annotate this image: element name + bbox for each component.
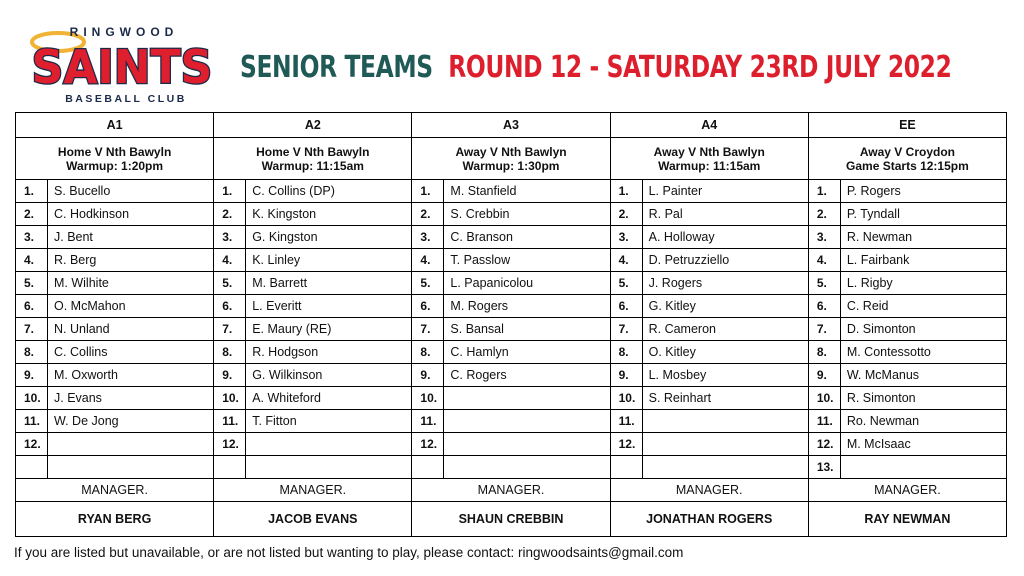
club-logo [28, 22, 214, 106]
player-row [214, 249, 411, 272]
team-column-4 [808, 113, 1006, 536]
player-name: D. Petruzziello [648, 253, 730, 267]
player-row [809, 295, 1006, 318]
player-name: R. Berg [54, 253, 97, 267]
player-name: L. Rigby [846, 276, 893, 290]
player-number: 12. [16, 433, 48, 455]
player-number: 7. [412, 318, 444, 340]
player-name [246, 456, 411, 478]
player-name: G. Kingston [252, 230, 318, 244]
player-name: A. Holloway [648, 230, 715, 244]
team-code: EE [809, 113, 1006, 138]
player-row [16, 387, 213, 410]
player-row [16, 456, 213, 479]
team-fixture-info [412, 138, 609, 180]
player-number: 6. [214, 295, 246, 317]
player-row [809, 226, 1006, 249]
player-name: O. McMahon [54, 299, 126, 313]
player-name: C. Collins (DP) [252, 184, 335, 198]
player-name: C. Rogers [450, 368, 507, 382]
logo-main-text: SAINTS [31, 39, 213, 95]
player-number: 10. [809, 387, 841, 409]
player-number: 9. [611, 364, 643, 386]
player-number: 4. [809, 249, 841, 271]
contact-note: If you are listed but unavailable, or are not listed but wanting to play, please contact: ringwoodsaints@gmail.com [14, 545, 684, 560]
player-name: R. Pal [648, 207, 683, 221]
player-row [809, 410, 1006, 433]
team-fixture-info [809, 138, 1006, 180]
player-number: 6. [412, 295, 444, 317]
player-row [611, 318, 808, 341]
player-row [611, 456, 808, 479]
player-number: 7. [16, 318, 48, 340]
player-row [809, 433, 1006, 456]
player-name: W. McManus [846, 368, 920, 382]
player-row [214, 272, 411, 295]
player-row [611, 226, 808, 249]
player-number: 6. [611, 295, 643, 317]
player-name: R. Hodgson [252, 345, 319, 359]
player-row [412, 410, 609, 433]
player-name: P. Rogers [846, 184, 901, 198]
player-name [444, 433, 609, 455]
player-name: T. Fitton [252, 414, 297, 428]
player-number: 4. [412, 249, 444, 271]
player-number: 10. [611, 387, 643, 409]
player-row [214, 456, 411, 479]
team-time: Warmup: 11:15am [658, 158, 761, 173]
player-row [412, 318, 609, 341]
player-name [841, 456, 1006, 478]
player-row [809, 387, 1006, 410]
player-name: K. Kingston [252, 207, 317, 221]
player-number: 12. [809, 433, 841, 455]
player-row [214, 295, 411, 318]
player-row [214, 180, 411, 203]
title-round-date: ROUND 12 - SATURDAY 23RD JULY 2022 [448, 50, 952, 85]
team-column-2 [411, 113, 609, 536]
player-row [412, 341, 609, 364]
manager-label: MANAGER. [611, 479, 808, 502]
player-number: 10. [16, 387, 48, 409]
manager-label: MANAGER. [809, 479, 1006, 502]
player-number: 8. [214, 341, 246, 363]
manager-name: JACOB EVANS [268, 512, 358, 526]
player-name: K. Linley [252, 253, 301, 267]
team-time: Warmup: 1:30pm [462, 158, 560, 173]
player-row [412, 364, 609, 387]
manager-label: MANAGER. [16, 479, 213, 502]
player-row [16, 226, 213, 249]
player-row [611, 364, 808, 387]
player-number: 2. [412, 203, 444, 225]
player-name: M. Stanfield [450, 184, 517, 198]
player-name [48, 433, 213, 455]
player-row [611, 341, 808, 364]
player-row [214, 387, 411, 410]
player-row [16, 203, 213, 226]
player-name: R. Cameron [648, 322, 716, 336]
team-fixture: Home V Nth Bawyln [256, 144, 370, 159]
player-number: 9. [214, 364, 246, 386]
player-row [611, 249, 808, 272]
player-number: 12. [412, 433, 444, 455]
player-row [214, 410, 411, 433]
player-number [611, 456, 643, 478]
player-number: 11. [809, 410, 841, 432]
player-row [16, 272, 213, 295]
player-number [412, 456, 444, 478]
player-row [611, 387, 808, 410]
player-number: 11. [214, 410, 246, 432]
player-number: 8. [412, 341, 444, 363]
player-name: Ro. Newman [846, 414, 920, 428]
player-number: 7. [809, 318, 841, 340]
player-row [16, 364, 213, 387]
player-row [412, 456, 609, 479]
team-fixture: Home V Nth Bawyln [57, 144, 172, 159]
player-name [444, 410, 609, 432]
player-name: C. Reid [846, 299, 889, 313]
player-name: M. Wilhite [54, 276, 109, 290]
logo-top-text: RINGWOOD [69, 25, 179, 39]
roster-table [15, 112, 1007, 537]
team-fixture: Away V Nth Bawlyn [455, 144, 567, 159]
player-row [809, 364, 1006, 387]
player-number: 9. [412, 364, 444, 386]
player-number [214, 456, 246, 478]
manager-name: SHAUN CREBBIN [458, 512, 564, 526]
player-number: 1. [16, 180, 48, 202]
player-name: T. Passlow [450, 253, 511, 267]
player-number: 3. [412, 226, 444, 248]
player-row [611, 433, 808, 456]
player-name: M. Rogers [450, 299, 509, 313]
player-number: 3. [809, 226, 841, 248]
team-time: Game Starts 12:15pm [846, 158, 969, 173]
player-row [16, 180, 213, 203]
player-row [16, 410, 213, 433]
player-row [412, 272, 609, 295]
player-name: L. Mosbey [648, 368, 707, 382]
player-name: D. Simonton [846, 322, 916, 336]
player-name: L. Papanicolou [450, 276, 534, 290]
player-row [809, 272, 1006, 295]
player-name: O. Kitley [648, 345, 696, 359]
player-number: 11. [412, 410, 444, 432]
player-name: S. Crebbin [450, 207, 510, 221]
player-number: 1. [611, 180, 643, 202]
player-name: S. Bansal [450, 322, 504, 336]
player-name: L. Painter [648, 184, 703, 198]
player-number: 3. [16, 226, 48, 248]
player-name: C. Collins [54, 345, 108, 359]
player-row [809, 203, 1006, 226]
player-name: M. Contessotto [846, 345, 931, 359]
player-name [643, 456, 808, 478]
player-number: 8. [16, 341, 48, 363]
player-number: 8. [809, 341, 841, 363]
player-name: E. Maury (RE) [252, 322, 332, 336]
player-number: 5. [809, 272, 841, 294]
player-name: W. De Jong [54, 414, 119, 428]
team-fixture-info [16, 138, 213, 180]
team-code: A2 [214, 113, 411, 138]
player-number: 2. [214, 203, 246, 225]
player-name: A. Whiteford [252, 391, 321, 405]
team-column-1 [213, 113, 411, 536]
player-number: 5. [214, 272, 246, 294]
player-row [809, 456, 1006, 479]
player-row [16, 341, 213, 364]
logo-bottom-text: BASEBALL CLUB [65, 93, 187, 105]
team-code: A4 [611, 113, 808, 138]
player-name: J. Evans [54, 391, 102, 405]
player-number: 3. [214, 226, 246, 248]
player-name: L. Fairbank [846, 253, 910, 267]
player-number: 9. [16, 364, 48, 386]
team-fixture-info [214, 138, 411, 180]
player-row [611, 272, 808, 295]
player-number [16, 456, 48, 478]
player-number: 1. [214, 180, 246, 202]
player-name [643, 410, 808, 432]
player-number: 7. [214, 318, 246, 340]
player-number: 2. [809, 203, 841, 225]
player-name: J. Bent [54, 230, 93, 244]
player-number: 8. [611, 341, 643, 363]
player-row [16, 318, 213, 341]
player-row [16, 249, 213, 272]
player-name: R. Newman [846, 230, 913, 244]
manager-name: RYAN BERG [77, 512, 152, 526]
player-number: 5. [611, 272, 643, 294]
player-row [214, 433, 411, 456]
team-time: Warmup: 1:20pm [66, 158, 164, 173]
player-row [611, 410, 808, 433]
player-number: 5. [16, 272, 48, 294]
player-name: S. Bucello [54, 184, 111, 198]
player-row [809, 341, 1006, 364]
player-number: 7. [611, 318, 643, 340]
player-number: 13. [809, 456, 841, 478]
player-row [412, 226, 609, 249]
player-number: 6. [809, 295, 841, 317]
player-number: 9. [809, 364, 841, 386]
player-number: 11. [611, 410, 643, 432]
player-name: N. Unland [54, 322, 110, 336]
player-name: M. Barrett [252, 276, 308, 290]
player-row [16, 295, 213, 318]
team-fixture-info [611, 138, 808, 180]
player-row [412, 387, 609, 410]
player-name [643, 433, 808, 455]
player-name: G. Kitley [648, 299, 696, 313]
player-row [214, 318, 411, 341]
player-row [611, 180, 808, 203]
player-name: C. Branson [450, 230, 513, 244]
player-row [214, 226, 411, 249]
player-number: 12. [214, 433, 246, 455]
player-number: 4. [214, 249, 246, 271]
player-number: 5. [412, 272, 444, 294]
player-row [412, 433, 609, 456]
player-number: 3. [611, 226, 643, 248]
player-row [214, 203, 411, 226]
team-fixture: Away V Croydon [859, 144, 955, 159]
player-number: 1. [412, 180, 444, 202]
player-name: S. Reinhart [648, 391, 712, 405]
player-name: M. McIsaac [846, 437, 911, 451]
manager-name: RAY NEWMAN [864, 512, 951, 526]
player-name: C. Hamlyn [450, 345, 509, 359]
player-row [214, 364, 411, 387]
player-row [809, 249, 1006, 272]
player-number: 4. [611, 249, 643, 271]
player-name [444, 456, 609, 478]
player-row [412, 203, 609, 226]
player-number: 10. [214, 387, 246, 409]
player-name: P. Tyndall [846, 207, 900, 221]
player-number: 6. [16, 295, 48, 317]
player-name: L. Everitt [252, 299, 302, 313]
team-fixture: Away V Nth Bawlyn [653, 144, 765, 159]
player-name [444, 387, 609, 409]
manager-name: JONATHAN ROGERS [646, 512, 773, 526]
title-senior-teams: SENIOR TEAMS [240, 50, 433, 85]
team-column-3 [610, 113, 808, 536]
player-name [246, 433, 411, 455]
player-row [412, 180, 609, 203]
player-name: J. Rogers [648, 276, 703, 290]
player-name: M. Oxworth [54, 368, 118, 382]
player-name: C. Hodkinson [54, 207, 130, 221]
player-name: G. Wilkinson [252, 368, 323, 382]
player-number: 11. [16, 410, 48, 432]
player-row [412, 295, 609, 318]
manager-label: MANAGER. [214, 479, 411, 502]
player-number: 12. [611, 433, 643, 455]
team-time: Warmup: 11:15am [261, 158, 364, 173]
player-number: 2. [16, 203, 48, 225]
player-row [809, 318, 1006, 341]
team-column-0 [16, 113, 213, 536]
player-row [214, 341, 411, 364]
player-number: 4. [16, 249, 48, 271]
team-code: A1 [16, 113, 213, 138]
page-title [240, 48, 951, 88]
player-number: 1. [809, 180, 841, 202]
player-row [412, 249, 609, 272]
player-row [809, 180, 1006, 203]
player-name: R. Simonton [846, 391, 916, 405]
player-row [611, 295, 808, 318]
player-row [611, 203, 808, 226]
team-code: A3 [412, 113, 609, 138]
player-name [48, 456, 213, 478]
player-number: 2. [611, 203, 643, 225]
player-row [16, 433, 213, 456]
player-number: 10. [412, 387, 444, 409]
manager-label: MANAGER. [412, 479, 609, 502]
